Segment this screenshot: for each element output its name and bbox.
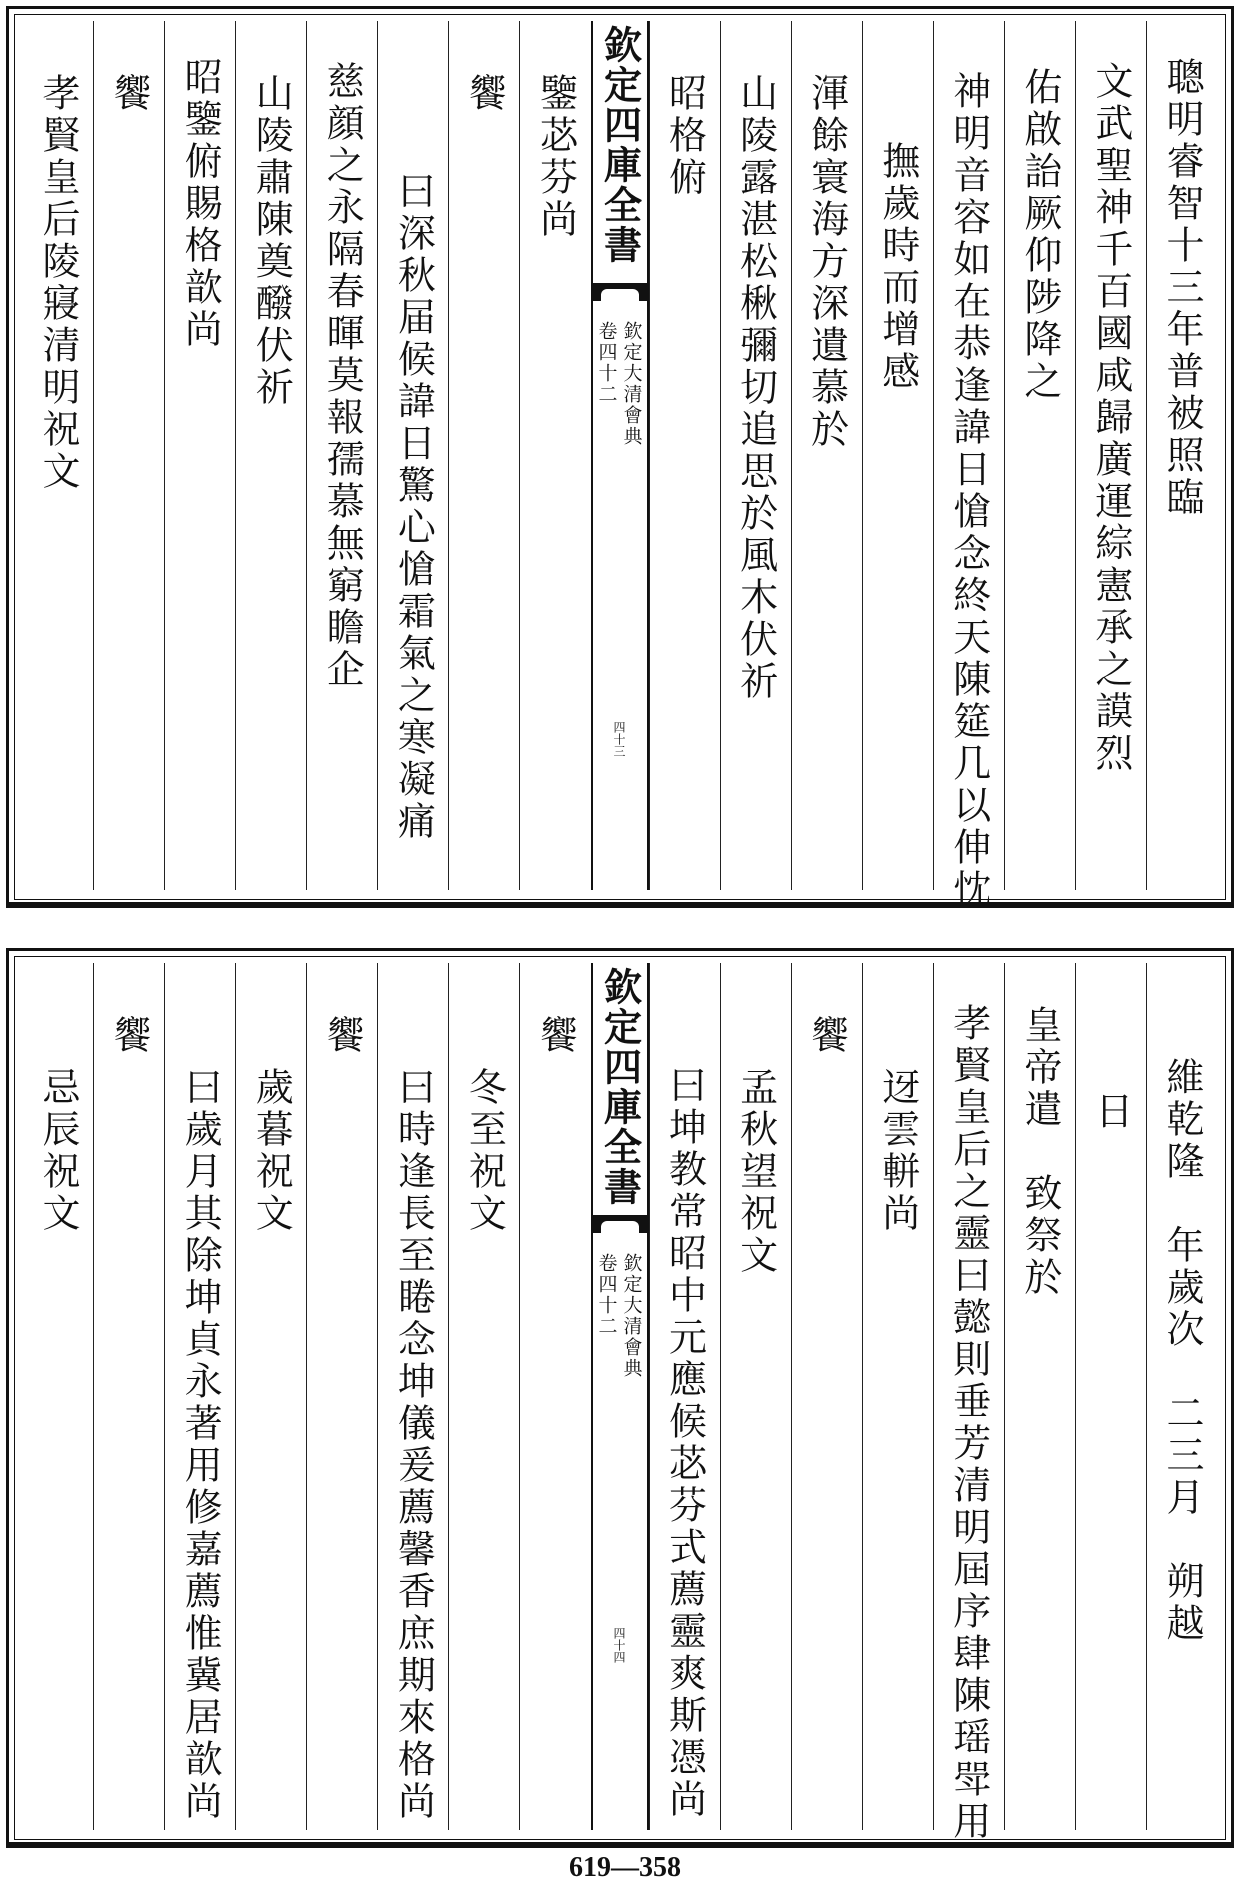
column-text: 山陵肅陳奠醱伏祈 bbox=[249, 73, 294, 409]
column-text: 神明音容如在恭逢諱日愴念終天陳筵几以伸忱 bbox=[946, 71, 991, 911]
column bbox=[649, 21, 720, 890]
column-text: 歲暮祝文 bbox=[249, 1067, 294, 1235]
column bbox=[519, 21, 590, 890]
column bbox=[164, 963, 235, 1830]
lower-page bbox=[6, 948, 1234, 1848]
column bbox=[519, 963, 590, 1830]
column bbox=[1146, 963, 1217, 1830]
upper-columns bbox=[23, 21, 1217, 911]
column bbox=[649, 963, 720, 1830]
column bbox=[1146, 21, 1217, 890]
column-text: 佑啟詒厥仰陟降之 bbox=[1017, 67, 1062, 403]
column-text: 文武聖神千百國咸歸廣運綜憲承之謨烈 bbox=[1088, 61, 1133, 775]
column-text: 孝賢皇后陵寢清明祝文 bbox=[36, 73, 81, 493]
column bbox=[720, 963, 791, 1830]
column bbox=[791, 21, 862, 890]
column-text: 孝賢皇后之靈曰懿則垂芳清明屆序肆陳瑶斝用 bbox=[946, 1003, 991, 1843]
column-text: 渾餘寰海方深遺慕於 bbox=[804, 73, 849, 451]
column-text: 忌辰祝文 bbox=[36, 1067, 81, 1235]
column-text: 山陵露湛松楸彌切追思於風木伏祈 bbox=[733, 73, 778, 703]
column-text: 曰時逢長至睠念坤儀爰薦馨香庶期來格尚 bbox=[391, 1067, 436, 1823]
column-text: 日 bbox=[1088, 1091, 1133, 1133]
book-title: 欽定四庫全書 bbox=[597, 967, 643, 1207]
fish-tail-mark bbox=[593, 283, 647, 301]
column bbox=[791, 963, 862, 1830]
leaf-number: 四十四 bbox=[612, 1627, 626, 1663]
column bbox=[862, 21, 933, 890]
leaf-number: 四十三 bbox=[612, 721, 626, 757]
column bbox=[306, 21, 377, 890]
column-text: 饗 bbox=[107, 73, 152, 115]
upper-page bbox=[6, 6, 1234, 911]
column-text: 饗 bbox=[533, 1015, 578, 1057]
fish-tail-mark bbox=[593, 1215, 647, 1233]
column-text: 曰坤教常昭中元應候苾芬式薦靈爽斯憑尚 bbox=[662, 1065, 707, 1821]
column-text: 迓雲軿尚 bbox=[875, 1067, 920, 1235]
chapter-number: 卷四十二 bbox=[595, 321, 618, 405]
column-text: 鑒苾芬尚 bbox=[533, 73, 578, 241]
chapter-number: 卷四十二 bbox=[595, 1253, 618, 1337]
column bbox=[93, 21, 164, 890]
column bbox=[23, 21, 93, 890]
column bbox=[448, 963, 519, 1830]
column bbox=[235, 963, 306, 1830]
book-title: 欽定四庫全書 bbox=[597, 25, 643, 265]
column bbox=[377, 21, 448, 890]
column bbox=[235, 21, 306, 890]
column-text: 慈顔之永隔春暉莫報孺慕無窮瞻企 bbox=[320, 61, 365, 691]
column bbox=[306, 963, 377, 1830]
column bbox=[933, 963, 1004, 1843]
column bbox=[377, 963, 448, 1830]
column-text: 冬至祝文 bbox=[462, 1067, 507, 1235]
column bbox=[23, 963, 93, 1830]
column bbox=[448, 21, 519, 890]
column-text: 饗 bbox=[462, 73, 507, 115]
column bbox=[933, 21, 1004, 911]
column-text: 昭格俯 bbox=[662, 73, 707, 199]
column bbox=[1075, 21, 1146, 890]
column bbox=[1004, 963, 1075, 1830]
lower-columns bbox=[23, 963, 1217, 1843]
column-text: 曰歲月其除坤貞永著用修嘉薦惟冀居歆尚 bbox=[178, 1067, 223, 1823]
volume-title: 欽定大清會典 bbox=[620, 1253, 643, 1379]
column bbox=[93, 963, 164, 1830]
column bbox=[1004, 21, 1075, 890]
column-text: 維乾隆 年歲次 二三月 朔越 bbox=[1159, 1057, 1204, 1645]
column bbox=[862, 963, 933, 1830]
column bbox=[1075, 963, 1146, 1830]
center-margin bbox=[591, 963, 649, 1830]
column-text: 皇帝遣 致祭於 bbox=[1017, 1005, 1062, 1299]
column-text: 昭鑒俯賜格歆尚 bbox=[178, 57, 223, 351]
volume-title: 欽定大清會典 bbox=[620, 321, 643, 447]
column-text: 孟秋望祝文 bbox=[733, 1067, 778, 1277]
column bbox=[720, 21, 791, 890]
center-margin bbox=[591, 21, 649, 890]
column-text: 曰深秋届候諱日驚心愴霜氣之寒凝痛 bbox=[391, 171, 436, 843]
column-text: 饗 bbox=[804, 1015, 849, 1057]
column bbox=[164, 21, 235, 890]
column-text: 聰明睿智十三年普被照臨 bbox=[1159, 57, 1204, 519]
column-text: 饗 bbox=[320, 1015, 365, 1057]
page-number-footer: 619—358 bbox=[569, 1852, 681, 1883]
column-text: 饗 bbox=[107, 1015, 152, 1057]
column-text: 撫歲時而增感 bbox=[875, 141, 920, 393]
